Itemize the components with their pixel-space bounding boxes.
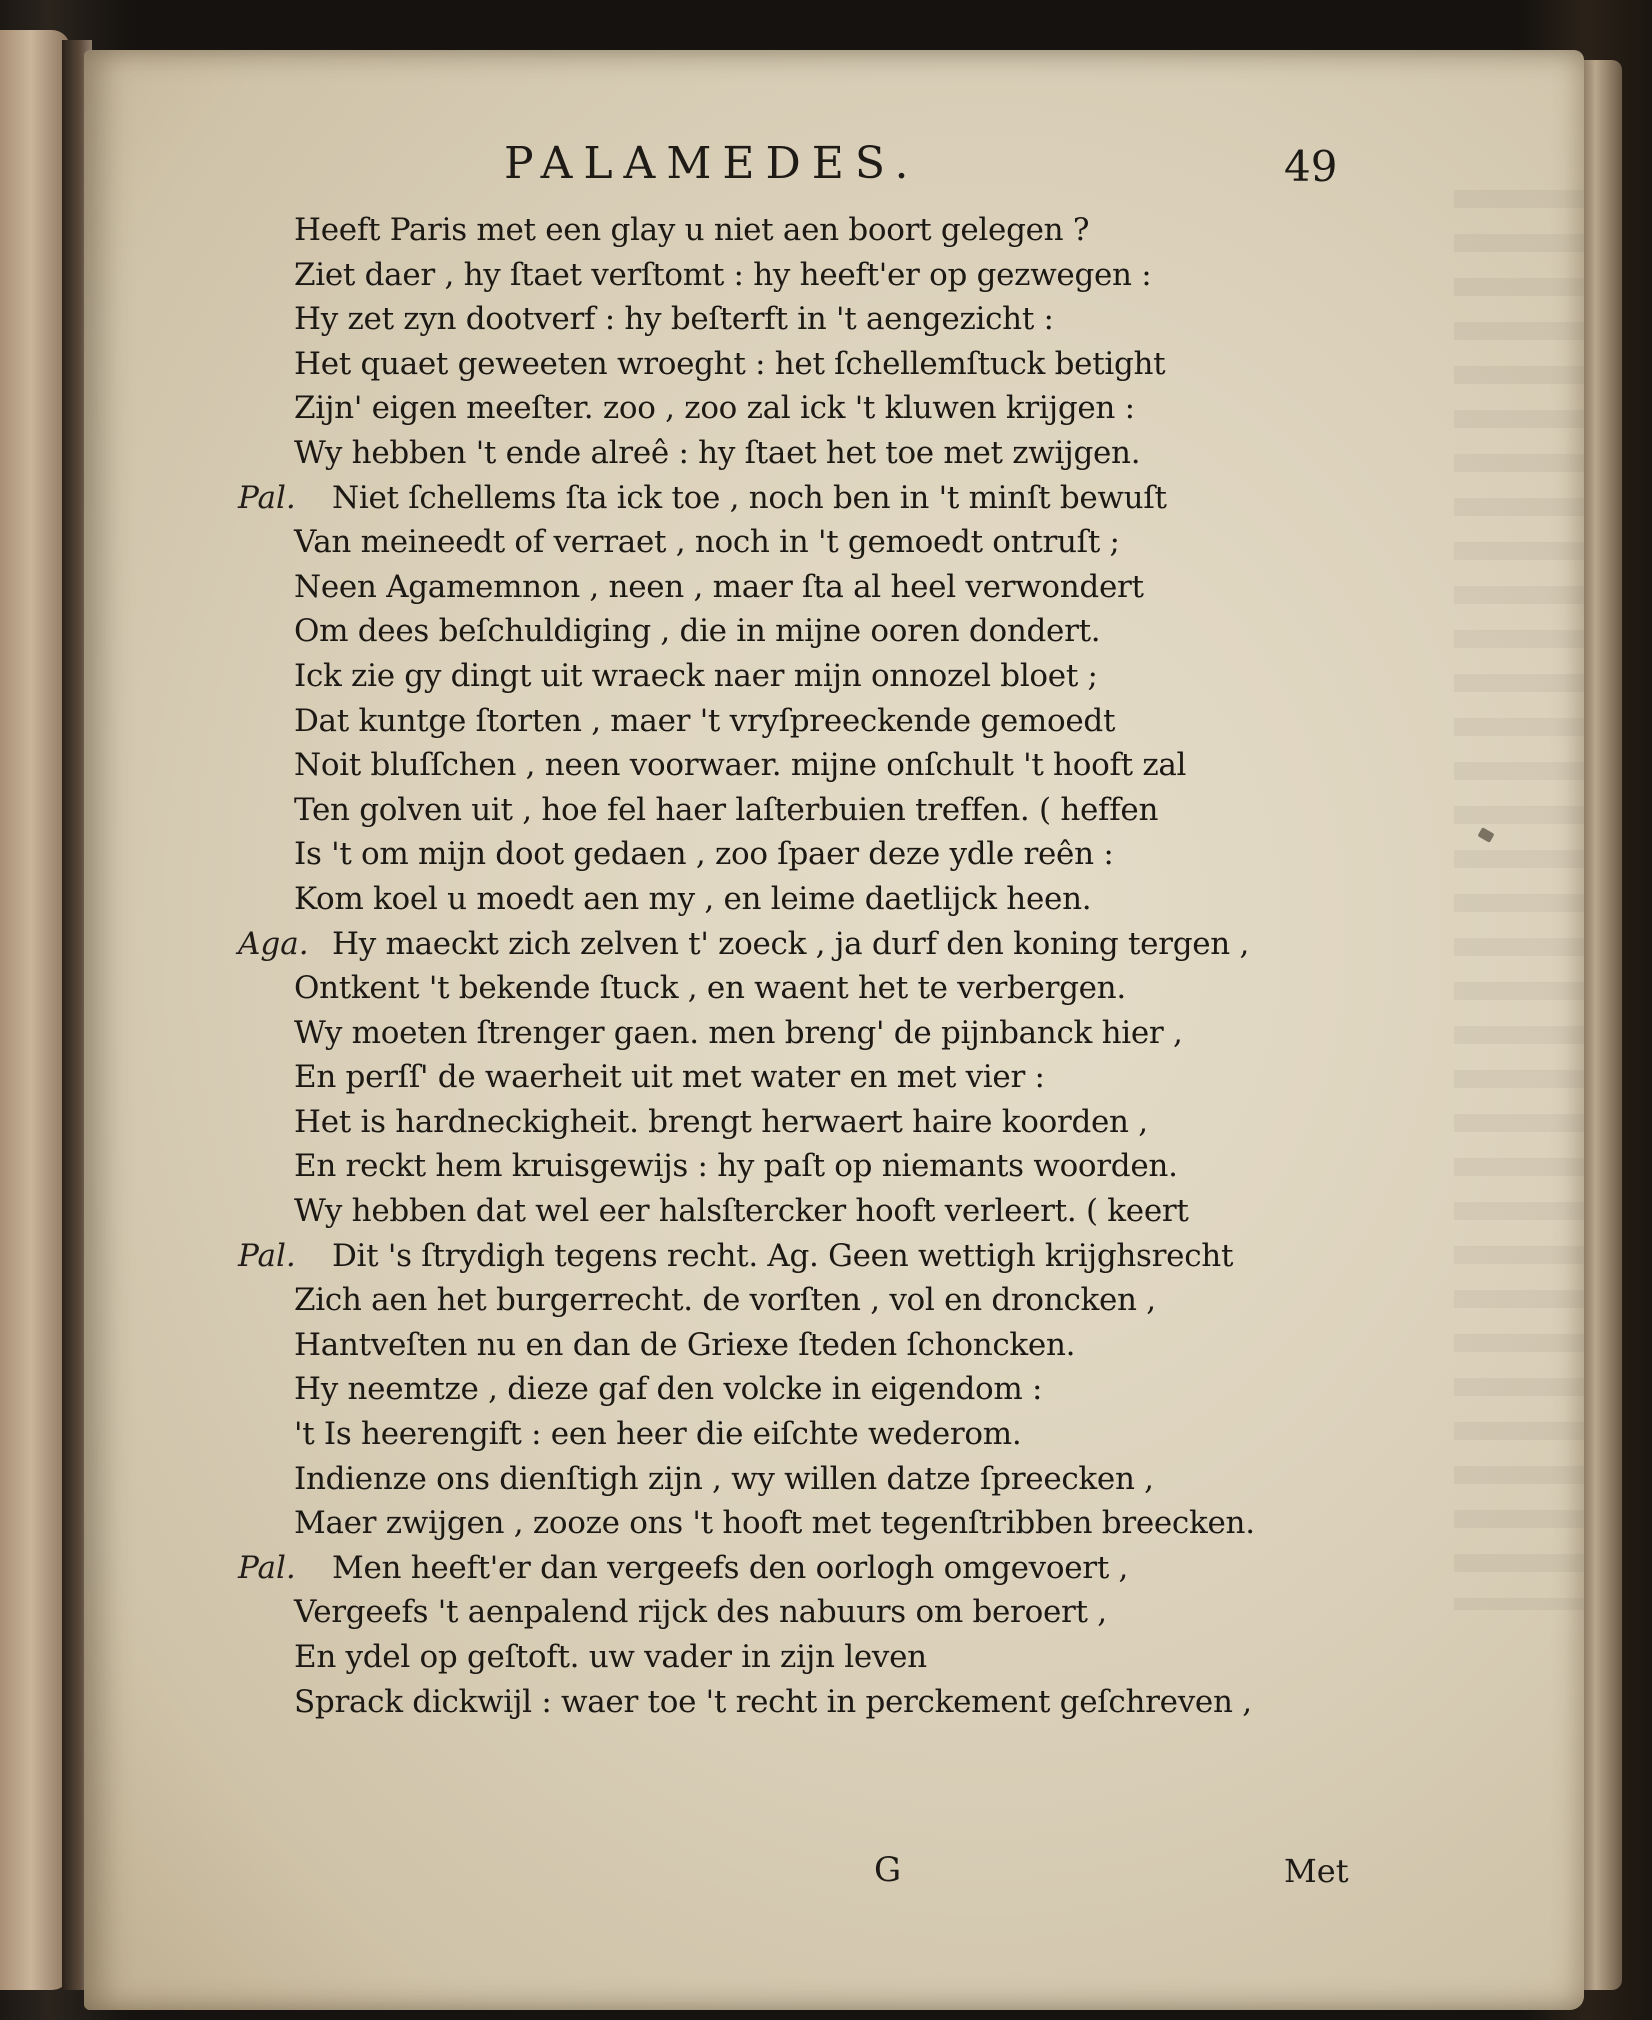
verse-line: [84, 832, 1584, 877]
verse-text: Dat kuntge ſtorten , maer 't vryſpreeckende gemoedt: [294, 702, 1116, 739]
verse-line: [84, 922, 1584, 967]
verse-line: [84, 431, 1584, 476]
verse-line: [84, 1367, 1584, 1412]
verse-line: [84, 1144, 1584, 1189]
verse-line: [84, 253, 1584, 298]
verse-text: Ten golven uit , hoe fel haer laſterbuien treffen. ( heffen: [294, 791, 1159, 828]
page-number: 49: [1284, 142, 1338, 191]
verse-text: Niet ſchellems ſta ick toe , noch ben in 't minſt bewuſt: [332, 479, 1167, 516]
verse-text: Van meineedt of verraet , noch in 't gemoedt ontruſt ;: [294, 524, 1120, 561]
verse-line: [84, 520, 1584, 565]
speaker-label: Aga.: [238, 925, 309, 962]
verse-line: [84, 1501, 1584, 1546]
speaker-label: Pal.: [238, 479, 296, 516]
running-title: PALAMEDES.: [504, 138, 920, 189]
verse-line: [84, 1055, 1584, 1100]
verse-text: Ick zie gy dingt uit wraeck naer mijn onnozel bloet ;: [294, 657, 1098, 694]
verse-line: [84, 476, 1584, 521]
verse-text: Hantveſten nu en dan de Griexe ſteden ſchoncken.: [294, 1326, 1076, 1363]
verse-line: [84, 1189, 1584, 1234]
verse-line: [84, 609, 1584, 654]
verse-line: [84, 1412, 1584, 1457]
verse-text: Het is hardneckigheit. brengt herwaert haire koorden ,: [294, 1103, 1148, 1140]
verse-line: [84, 1278, 1584, 1323]
verse-text: Zijn' eigen meeſter. zoo , zoo zal ick 't kluwen krijgen :: [294, 390, 1135, 427]
verse-line: [84, 743, 1584, 788]
verse-text: Kom koel u moedt aen my , en leime daetlijck heen.: [294, 880, 1092, 917]
verse-text: En perſſ' de waerheit uit met water en met vier :: [294, 1059, 1045, 1096]
verse-text: Maer zwijgen , zooze ons 't hooft met tegenſtribben breecken.: [294, 1505, 1255, 1542]
verse-text: Zich aen het burgerrecht. de vorſten , vol en droncken ,: [294, 1282, 1156, 1319]
verse-line: [84, 1590, 1584, 1635]
verse-text: Om dees beſchuldiging , die in mijne ooren dondert.: [294, 613, 1101, 650]
verse-text: Hy zet zyn dootverf : hy beſterft in 't aengezicht :: [294, 301, 1054, 338]
verse-line: [84, 1323, 1584, 1368]
verse-text: Men heeft'er dan vergeefs den oorlogh omgevoert ,: [332, 1549, 1129, 1586]
verse-line: [84, 788, 1584, 833]
verse-text: Het quaet geweeten wroeght : het ſchellemſtuck betight: [294, 345, 1166, 382]
verse-line: [84, 208, 1584, 253]
verse-line: [84, 1100, 1584, 1145]
verse-text: Wy hebben dat wel eer halsſtercker hooft verleert. ( keert: [294, 1193, 1189, 1230]
verse-line: [84, 1011, 1584, 1056]
verse-text: Indienze ons dienſtigh zijn , wy willen datze ſpreecken ,: [294, 1460, 1154, 1497]
verse-text: Hy neemtze , dieze gaf den volcke in eigendom :: [294, 1371, 1043, 1408]
signature-mark: G: [874, 1850, 902, 1890]
verse-line: [84, 966, 1584, 1011]
verse-line: [84, 699, 1584, 744]
book-page: [84, 50, 1584, 2010]
verse-line: [84, 386, 1584, 431]
verse-text: Neen Agamemnon , neen , maer ſta al heel verwondert: [294, 568, 1144, 605]
speaker-label: Pal.: [238, 1237, 296, 1274]
verse-text: Wy hebben 't ende alreê : hy ſtaet het toe met zwijgen.: [294, 434, 1141, 471]
verse-line: [84, 1234, 1584, 1279]
verse-text: Dit 's ſtrydigh tegens recht. Ag. Geen wettigh krijghsrecht: [332, 1237, 1234, 1274]
verse-line: [84, 342, 1584, 387]
verse-line: [84, 877, 1584, 922]
verse-text: En ydel op geſtoft. uw vader in zijn leven: [294, 1639, 927, 1675]
verse-text: Vergeefs 't aenpalend rijck des nabuurs om beroert ,: [294, 1594, 1107, 1631]
verse-text: En reckt hem kruisgewijs : hy paſt op niemants woorden.: [294, 1148, 1178, 1185]
speaker-label: Pal.: [238, 1549, 296, 1586]
verse-line: [84, 1635, 1584, 1680]
page-fore-edge: [1578, 60, 1622, 1990]
verse-text: 't Is heerengift : een heer die eiſchte wederom.: [294, 1416, 1022, 1453]
verse-text: Ziet daer , hy ſtaet verſtomt : hy heeft'er op gezwegen :: [294, 256, 1152, 293]
verse-text: Sprack dickwijl : waer toe 't recht in perckement geſchreven ,: [294, 1683, 1252, 1720]
catchword: Met: [1284, 1852, 1349, 1890]
verse-line: [84, 1546, 1584, 1591]
verse-line: [84, 1680, 1584, 1725]
facing-page-edge: [0, 30, 70, 1990]
verse-text: Wy moeten ſtrenger gaen. men breng' de pijnbanck hier ,: [294, 1014, 1183, 1051]
verse-text: Ontkent 't bekende ſtuck , en waent het te verbergen.: [294, 970, 1126, 1007]
verse-line: [84, 1457, 1584, 1502]
verse-text: Heeft Paris met een glay u niet aen boort gelegen ?: [294, 212, 1090, 248]
verse-line: [84, 565, 1584, 610]
verse-line: [84, 654, 1584, 699]
verse-text: Noit bluſſchen , neen voorwaer. mijne onſchult 't hooft zal: [294, 747, 1187, 784]
verse-text: Is 't om mijn doot gedaen , zoo ſpaer deze ydle reên :: [294, 836, 1114, 873]
verse-line: [84, 297, 1584, 342]
verse-text: Hy maeckt zich zelven t' zoeck , ja durf den koning tergen ,: [332, 925, 1250, 962]
verse-block: [84, 208, 1584, 1724]
